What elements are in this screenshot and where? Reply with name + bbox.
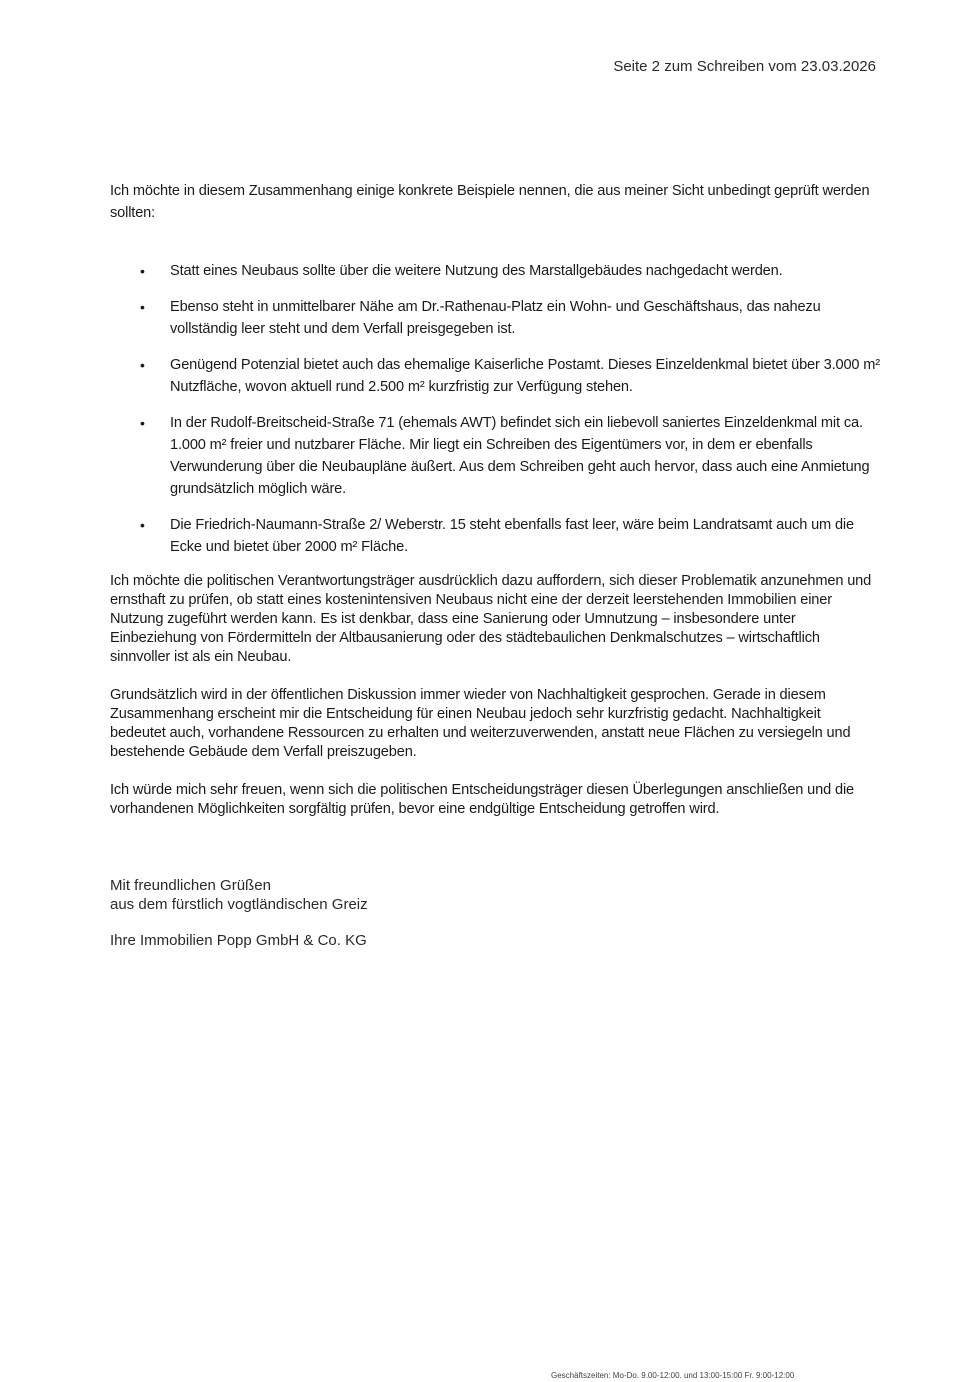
closing-request-paragraph: Ich würde mich sehr freuen, wenn sich die politischen Entscheidungsträger diesen Überlegungen anschließen und die vorhandenen Möglichkeiten sorgfältig prüfen, bevor eine endgültige Entscheidung getroffen wird. <box>110 782 855 817</box>
closing-block <box>110 876 368 914</box>
sustainability-paragraph: Grundsätzlich wird in der öffentlichen Diskussion immer wieder von Nachhaltigkeit gesprochen. Gerade in diesem Zusammenhang erscheint mir die Entscheidung für einen Neubau jedoch sehr kurzfristig gedacht. Nachhaltigkeit bedeutet auch, vorhandene Ressourcen zu erhalten und weiterzuverwenden, anstatt neue Flächen zu versiegeln und bestehende Gebäude dem Verfall preiszugeben. <box>110 687 851 760</box>
list-item <box>110 296 880 340</box>
bullet-icon: • <box>140 357 145 373</box>
bullet-icon: • <box>140 517 145 533</box>
bullet-icon: • <box>140 415 145 431</box>
list-item <box>110 354 880 398</box>
bullet-icon: • <box>140 263 145 279</box>
closing-location: aus dem fürstlich vogtländischen Greiz <box>110 896 368 913</box>
list-item <box>110 514 880 558</box>
page-reference-header: Seite 2 zum Schreiben vom 23.03.2026 <box>613 58 876 75</box>
list-item-text: In der Rudolf-Breitscheid-Straße 71 (ehemals AWT) befindet sich ein liebevoll saniertes Einzeldenkmal mit ca. 1.000 m² freier und nutzbarer Fläche. Mir liegt ein Schreiben des Eigentümers vor, in dem er ebenfalls Verwunderung über die Neubaupläne äußert. Aus dem Schreiben geht auch hervor, dass auch eine Anmietung grundsätzlich möglich wäre. <box>170 415 870 497</box>
list-item-text: Genügend Potenzial bietet auch das ehemalige Kaiserliche Postamt. Dieses Einzeldenkmal bietet über 3.000 m² Nutzfläche, wovon aktuell rund 2.500 m² kurzfristig zur Verfügung stehen. <box>170 357 881 395</box>
examples-list <box>110 260 880 572</box>
list-item <box>110 412 880 500</box>
list-item-text: Die Friedrich-Naumann-Straße 2/ Weberstr. 15 steht ebenfalls fast leer, wäre beim Landratsamt auch um die Ecke und bietet über 2000 m² Fläche. <box>170 517 854 555</box>
list-item-text: Ebenso steht in unmittelbarer Nähe am Dr.-Rathenau-Platz ein Wohn- und Geschäftshaus, das nahezu vollständig leer steht und dem Verfall preisgegeben ist. <box>170 299 821 337</box>
list-item-text: Statt eines Neubaus sollte über die weitere Nutzung des Marstallgebäudes nachgedacht werden. <box>170 263 783 279</box>
appeal-paragraph: Ich möchte die politischen Verantwortungsträger ausdrücklich dazu auffordern, sich dieser Problematik anzunehmen und ernsthaft zu prüfen, ob statt eines kostenintensiven Neubaus nicht eine der derzeit leerstehenden Immobilien einer Nutzung zugeführt werden kann. Es ist denkbar, dass eine Sanierung oder Umnutzung – insbesondere unter Einbeziehung von Fördermitteln der Altbausanierung oder des städtebaulichen Denkmalschutzes – wirtschaftlich sinnvoller ist als ein Neubau. <box>110 573 872 665</box>
signature: Ihre Immobilien Popp GmbH & Co. KG <box>110 932 367 949</box>
business-hours-footer: Geschäftszeiten: Mo-Do. 9.00-12:00. und 13:00-15:00 Fr. 9:00-12:00 <box>551 1371 795 1380</box>
intro-paragraph: Ich möchte in diesem Zusammenhang einige konkrete Beispiele nennen, die aus meiner Sicht unbedingt geprüft werden sollten: <box>110 183 870 221</box>
closing-greeting: Mit freundlichen Grüßen <box>110 877 271 894</box>
list-item <box>110 260 880 282</box>
bullet-icon: • <box>140 299 145 315</box>
